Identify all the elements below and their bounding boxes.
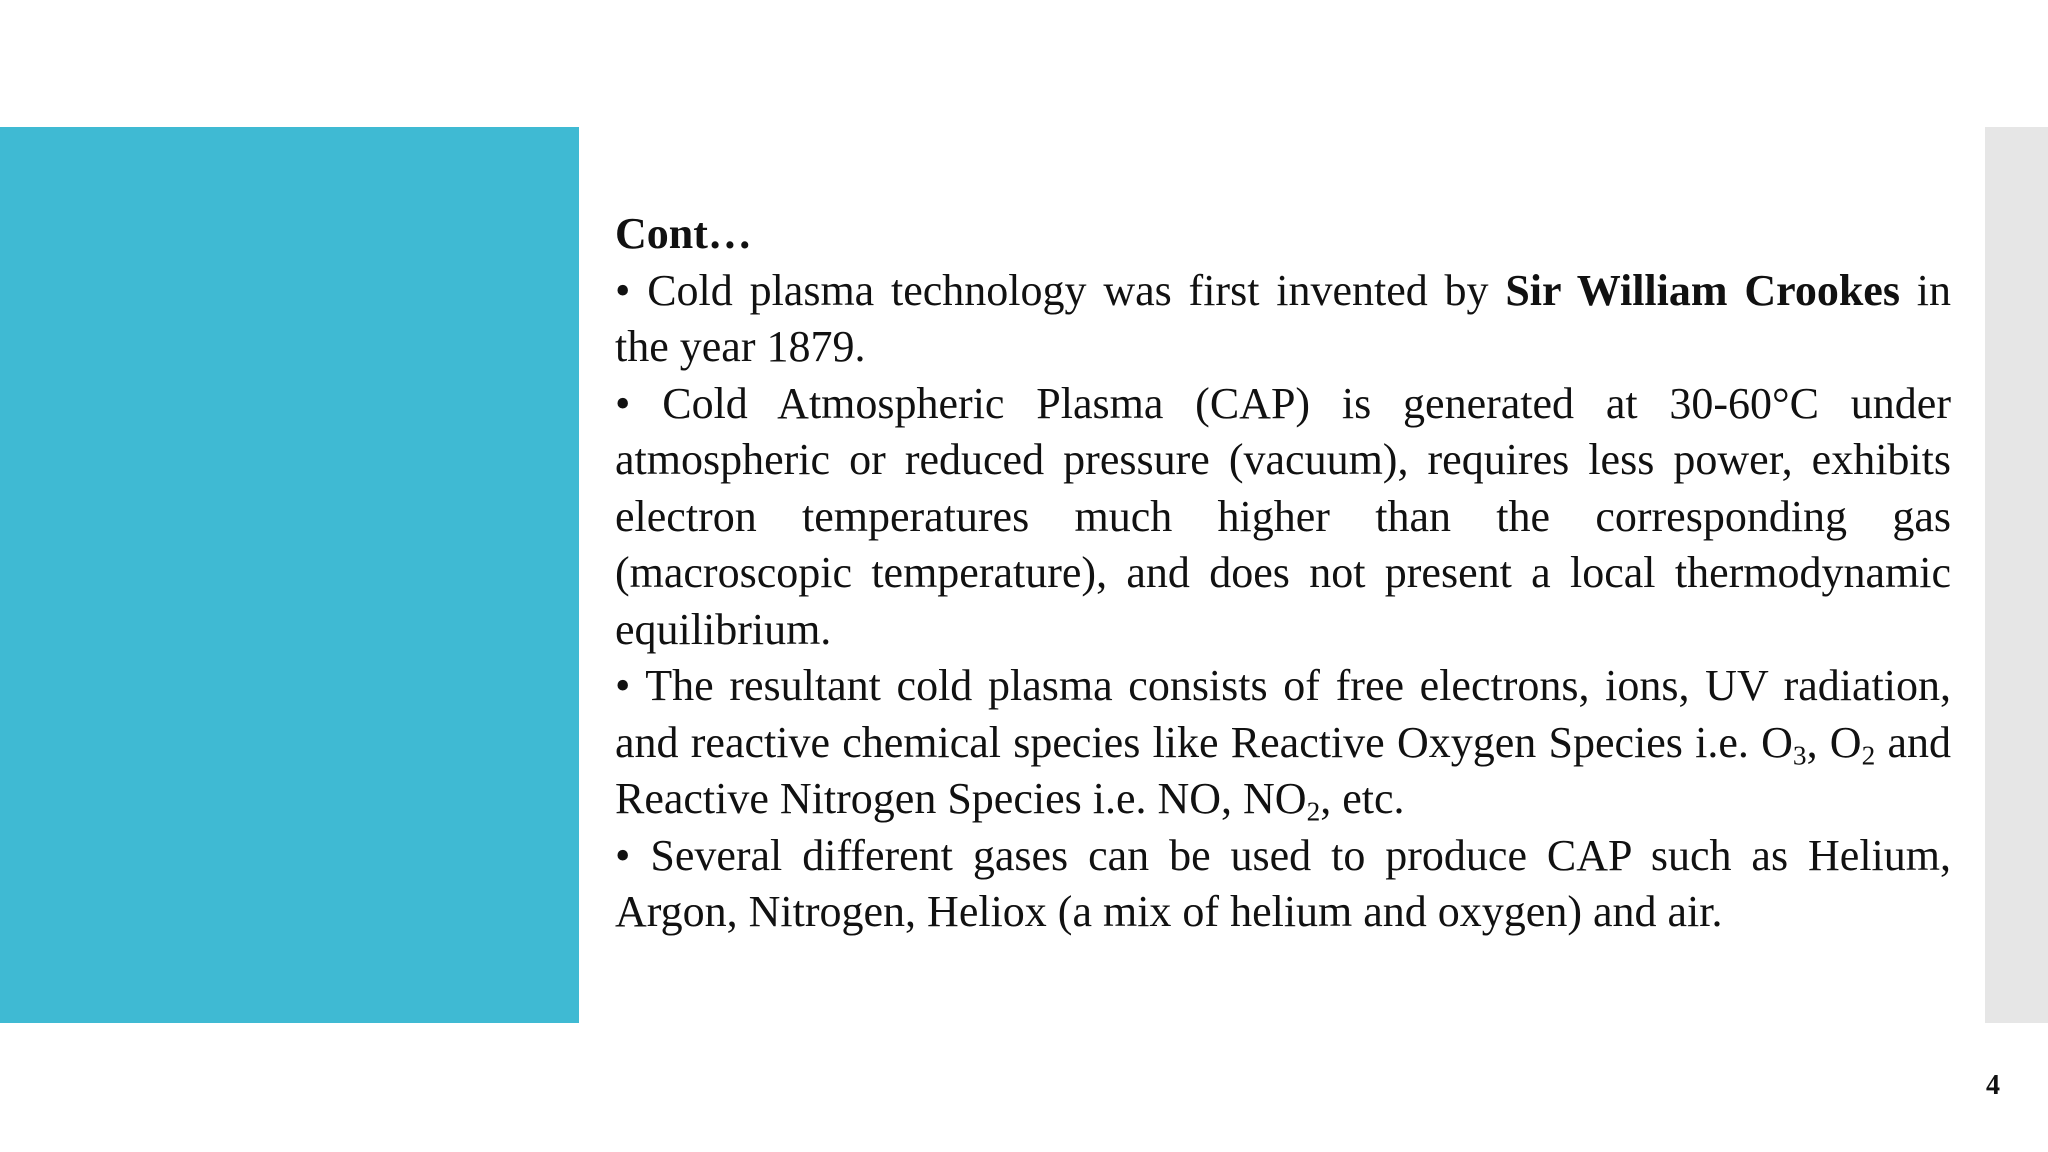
bullet-text: The resultant cold plasma consists of free electrons, ions, UV radiation, and reactive chemical species like Reactive Oxygen Species i.e. O [615, 661, 1951, 767]
bullet-marker: • [615, 265, 631, 315]
bullet-text: Cold plasma technology was first invented by [630, 265, 1506, 315]
bullet-text: , O [1806, 717, 1862, 767]
bullet-text: and Reactive Nitrogen Species i.e. NO, NO [615, 717, 1952, 823]
bullet-item-3 [615, 658, 1951, 828]
bullet-item-4 [615, 828, 1951, 941]
slide-content [615, 206, 1951, 941]
bullet-item-2 [615, 376, 1951, 659]
bullet-text: , etc. [1320, 774, 1405, 823]
accent-block [0, 127, 579, 1023]
bullet-text: Several different gases can be used to produce CAP such as Helium, Argon, Nitrogen, Heliox (a mix of helium and oxygen) and air. [615, 830, 1951, 936]
side-strip [1985, 127, 2048, 1023]
bullet-item-1 [615, 263, 1951, 376]
subscript: 2 [1306, 796, 1321, 827]
subscript: 3 [1792, 740, 1807, 771]
bullet-marker: • [615, 378, 631, 428]
page-number: 4 [1986, 1070, 2000, 1101]
bullet-text: Cold Atmospheric Plasma (CAP) is generated at 30-60°C under atmospheric or reduced pressure (vacuum), requires less power, exhibits electron temperatures much higher than the corresponding gas (macroscopic temperature), and does not present a local thermodynamic equilibrium. [615, 378, 1951, 654]
bullet-marker: • [615, 830, 631, 880]
subscript: 2 [1861, 740, 1876, 771]
inventor-name: Sir William Crookes [1505, 265, 1900, 315]
bullet-marker: • [615, 661, 631, 710]
bullet-text: in the year 1879. [615, 265, 1951, 371]
slide-heading: Cont… [615, 209, 752, 258]
